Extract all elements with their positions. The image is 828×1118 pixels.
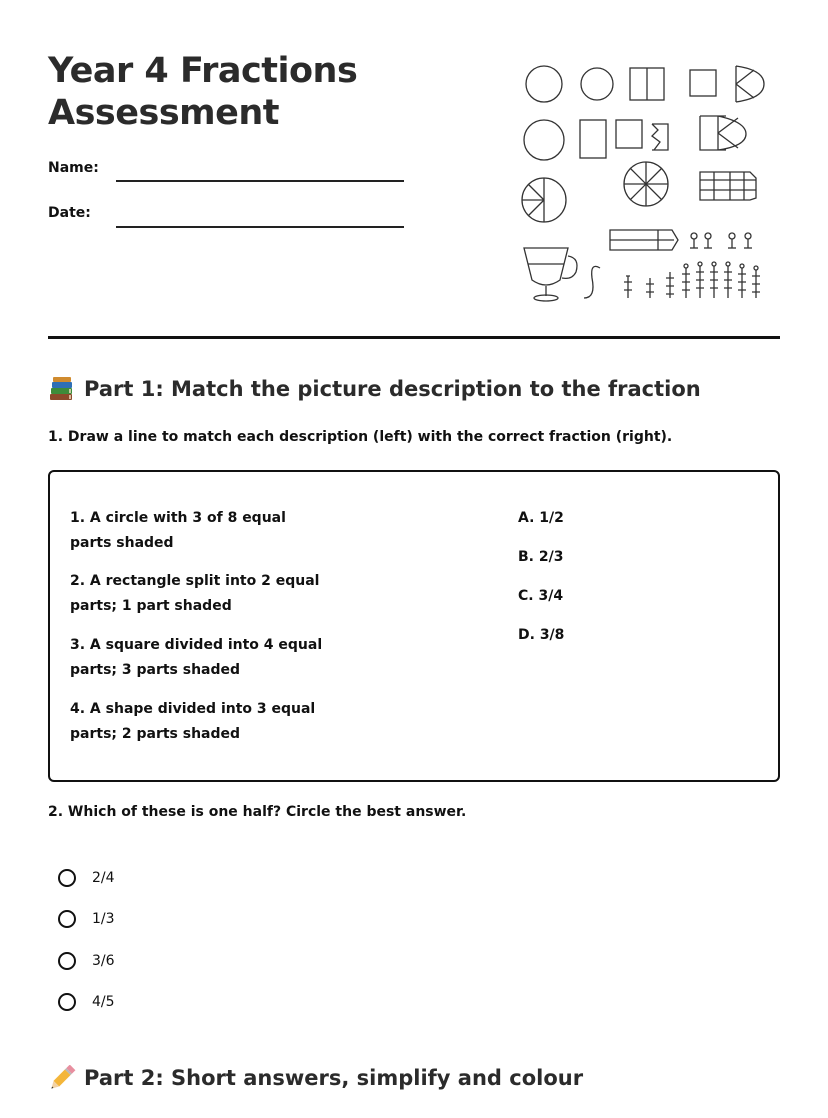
name-label: Name:	[48, 160, 99, 176]
answer-choice[interactable]	[58, 949, 115, 973]
part2-heading	[48, 1065, 583, 1091]
question-1-prompt: 1. Draw a line to match each description (left) with the correct fraction (right).	[48, 429, 673, 445]
radio-circle-icon[interactable]	[58, 952, 76, 970]
matching-box	[48, 470, 780, 782]
answer-choice[interactable]	[58, 866, 115, 890]
answer-choice[interactable]	[58, 907, 115, 931]
date-line[interactable]	[116, 226, 404, 228]
worksheet-page	[48, 0, 780, 1118]
question-2-prompt: 2. Which of these is one half? Circle the best answer.	[48, 804, 467, 820]
fraction-option[interactable]: A. 1/2	[518, 510, 564, 526]
pencil-icon	[48, 1065, 76, 1091]
description-item[interactable]: 2. A rectangle split into 2 equal parts; 1 part shaded	[70, 573, 320, 614]
books-icon	[48, 376, 76, 402]
fraction-shapes-illustration	[518, 58, 780, 310]
date-label: Date:	[48, 205, 91, 221]
fraction-option[interactable]: D. 3/8	[518, 627, 565, 643]
answer-choice-label: 2/4	[92, 870, 115, 886]
radio-circle-icon[interactable]	[58, 910, 76, 928]
name-line[interactable]	[116, 180, 404, 182]
radio-circle-icon[interactable]	[58, 993, 76, 1011]
description-item[interactable]: 1. A circle with 3 of 8 equal parts shaded	[70, 510, 286, 551]
part2-heading-text: Part 2: Short answers, simplify and colour	[84, 1066, 584, 1090]
fraction-option[interactable]: B. 2/3	[518, 549, 564, 565]
answer-choice-label: 1/3	[92, 911, 115, 927]
section-divider	[48, 336, 780, 339]
part1-heading-text: Part 1: Match the picture description to the fraction	[84, 377, 701, 401]
radio-circle-icon[interactable]	[58, 869, 76, 887]
description-item[interactable]: 3. A square divided into 4 equal parts; 3 parts shaded	[70, 637, 323, 678]
description-item[interactable]: 4. A shape divided into 3 equal parts; 2 parts shaded	[70, 701, 316, 742]
answer-choice-label: 4/5	[92, 994, 115, 1010]
answer-choice[interactable]	[58, 990, 115, 1014]
part1-heading	[48, 376, 701, 402]
answer-choice-label: 3/6	[92, 953, 115, 969]
page-title: Year 4 Fractions Assessment	[48, 51, 358, 133]
fraction-option[interactable]: C. 3/4	[518, 588, 564, 604]
